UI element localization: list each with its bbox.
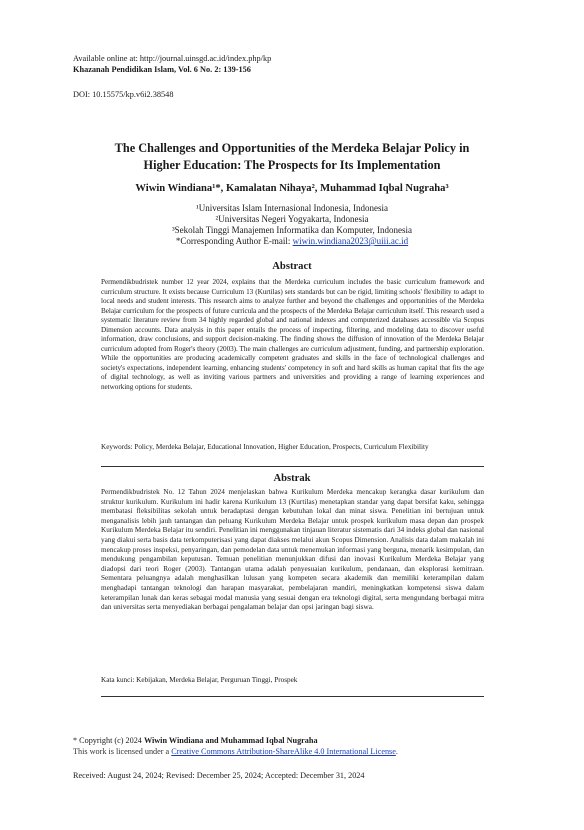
- license-suffix: .: [395, 747, 398, 756]
- license-notice: [73, 746, 513, 757]
- license-link[interactable]: Creative Commons Attribution-ShareAlike 4.0 International License: [171, 747, 396, 756]
- author-list: Wiwin Windiana¹*, Kamalatan Nihaya², Muhammad Iqbal Nugraha³: [135, 183, 449, 194]
- abstract-body: Permendikbudristek number 12 year 2024, explains that the Merdeka curriculum includes the basic curriculum framework and curriculum structure. It exists because Curriculum 13 (Kurtilas) sets standards but can be rigid, limiting schools' flexibility to adapt to local needs and student interests. This research aims to analyze further and beyond the challenges and opportunities of the Merdeka Belajar curriculum for the prospects of future curricula and the prospects of the Merdeka Belajar curriculum itself. This research used a systematic literature review from 34 highly regarded global and national indexes and computerized databases accessible via Scopus Dimension accounts. Data analysis in this paper entails the process of inspecting, filtering, and modeling data to discover useful information, draw conclusions, and support decision-making. The finding shows the diffusion of innovation of the Merdeka Belajar curriculum adopted from Roger's theory (2003). The main challenges are curriculum adjustment, funding, and partnership exploration. While the opportunities are producing academically competent graduates and skills in the face of technological challenges and society's expectations, independent learning, enhancing students' competency in soft and hard skills as human capital that fits the age of digital technology, as well as inviting various partners and universities and providing a range of learning experiences and networking options for students.: [101, 278, 484, 391]
- abstrak-body: Permendikbudristek No. 12 Tahun 2024 menjelaskan bahwa Kurikulum Merdeka mencakup kerangka dasar kurikulum dan struktur kurikulum. Kurikulum ini hadir karena Kurikulum 13 (Kurtilas) menetapkan standar yang dapat bersifat kaku, sehingga membatasi fleksibilitas sekolah untuk beradaptasi dengan kebutuhan lokal dan minat siswa. Penelitian ini bertujuan untuk menganalisis lebih jauh tantangan dan peluang Kurikulum Merdeka Belajar untuk prospek kurikulum masa depan dan prospek Kurikulum Merdeka Belajar itu sendiri. Penelitian ini menggunakan tinjauan literatur sistematis dari 34 indeks global dan nasional yang diakui serta basis data terkomputerisasi yang dapat diakses melalui akun Scopus Dimension. Analisis data dalam makalah ini mencakup proses inspeksi, penyaringan, dan pemodelan data untuk menemukan informasi yang berguna, menarik kesimpulan, dan mendukung pengambilan keputusan. Temuan penelitian menunjukkan difusi dan inovasi Kurikulum Merdeka Belajar yang diadopsi dari teori Roger (2003). Tantangan utama adalah penyesuaian kurikulum, pendanaan, dan eksplorasi kemitraan. Sementara peluangnya adalah menghasilkan lulusan yang kompeten secara akademik dan memiliki keterampilan dalam menghadapi tantangan teknologi dan harapan masyarakat, pembelajaran mandiri, meningkatkan kompetensi siswa dalam keterampilan lunak dan keras sebagai modal manusia yang sesuai dengan era teknologi digital, serta mengundang berbagai mitra dan universitas serta menyediakan berbagai pengalaman belajar dan opsi jaringan bagi siswa.: [101, 488, 484, 612]
- title-line-1: The Challenges and Opportunities of the Merdeka Belajar Policy in: [114, 141, 470, 155]
- copyright-holders: Wiwin Windiana and Muhammad Iqbal Nugraha: [143, 736, 318, 745]
- affiliation-1: ¹Universitas Islam Internasional Indonesia, Indonesia: [196, 203, 388, 213]
- journal-citation: Khazanah Pendidikan Islam, Vol. 6 No. 2: 139-156: [73, 65, 251, 74]
- corresponding-author: [60, 235, 524, 247]
- corresponding-label: *Corresponding Author E-mail:: [175, 236, 293, 246]
- abstract-heading: Abstract: [272, 261, 312, 272]
- availability-line: Available online at: http://journal.uinsgd.ac.id/index.php/kp: [73, 54, 272, 63]
- abstrak-heading: Abstrak: [273, 473, 311, 484]
- abstract-divider: [101, 466, 484, 467]
- corresponding-email-link[interactable]: wiwin.windiana2023@uiii.ac.id: [292, 236, 409, 246]
- paper-title: [60, 140, 524, 174]
- keywords: Keywords: Policy, Merdeka Belajar, Educational Innovation, Higher Education, Prospects, Curriculum Flexibility: [101, 443, 429, 451]
- copyright-prefix: * Copyright (c) 2024: [73, 736, 144, 745]
- doi-line: DOI: 10.15575/kp.v6i2.38548: [73, 90, 174, 99]
- kata-kunci: Kata kunci: Kebijakan, Merdeka Belajar, Perguruan Tinggi, Prospek: [101, 676, 298, 684]
- license-prefix: This work is licensed under a: [73, 747, 172, 756]
- submission-dates: Received: August 24, 2024; Revised: December 25, 2024; Accepted: December 31, 2024: [73, 771, 365, 780]
- abstrak-divider: [101, 696, 484, 697]
- affiliation-2: ²Universitas Negeri Yogyakarta, Indonesia: [215, 214, 369, 224]
- copyright-notice: [73, 735, 513, 746]
- title-line-2: Higher Education: The Prospects for Its Implementation: [143, 158, 441, 172]
- affiliation-3: ³Sekolah Tinggi Manajemen Informatika dan Komputer, Indonesia: [171, 225, 413, 235]
